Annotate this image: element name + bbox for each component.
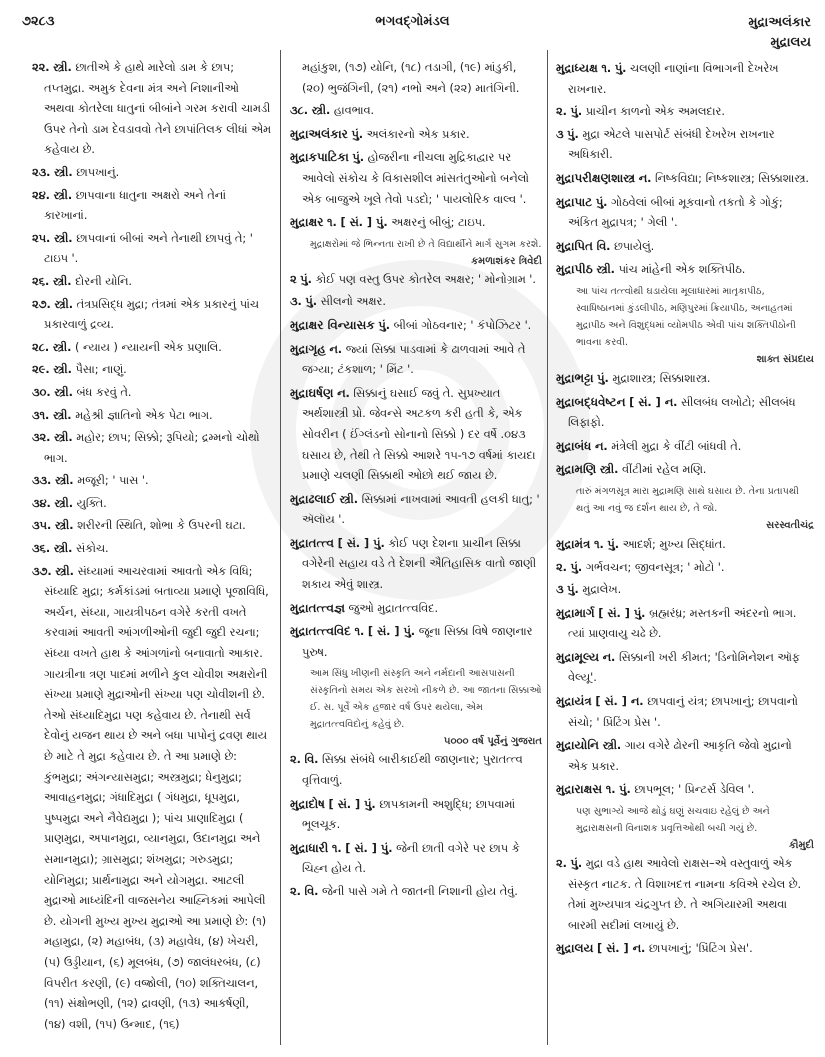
grammar-label: સ્ત્રી. xyxy=(54,519,74,533)
definition-text: મુદ્રાશાસ્ત્ર; સિક્કાશાસ્ત્ર. xyxy=(612,371,711,385)
grammar-label: [ સં. ] પું. xyxy=(367,625,416,639)
grammar-label: ન. xyxy=(329,342,343,356)
sense-number: ૨૫. xyxy=(32,231,51,245)
dictionary-entry xyxy=(556,779,814,801)
definition-text: ગાય વગેરે ઢોરની આકૃતિ જેવો મુદ્રાનો એક પ્રકાર. xyxy=(568,739,792,773)
sense-number: ૩ xyxy=(556,127,564,141)
headword: મુદ્રાપીઠ xyxy=(556,262,593,277)
sense-number: ૧. xyxy=(354,625,365,639)
definition-text: છાપભૂલ; ' પ્રિન્ટર્સ ડેવિલ '. xyxy=(634,783,755,797)
usage-quotation xyxy=(290,236,542,270)
definition-text: છપાયેલું. xyxy=(614,239,655,253)
headword: મુદ્રાયોનિ xyxy=(556,738,599,753)
usage-quotation xyxy=(290,665,542,750)
dictionary-entry xyxy=(556,603,814,645)
dictionary-entry xyxy=(556,168,814,190)
grammar-label: વિ. xyxy=(596,239,611,253)
grammar-label: [ સં. ] પું. xyxy=(328,797,376,811)
grammar-label: પું. xyxy=(570,857,583,871)
sense-number: ૨૬. xyxy=(32,274,50,288)
headword: મુદ્રાક્ષર xyxy=(290,215,324,230)
grammar-label: સ્ત્રી. xyxy=(54,474,74,488)
definition-text: ગોઠવેલાં બીબાં મૂકવાનો તકતો કે ગોકું; અંકિત મુદ્રાપત્ર; ' ગેલી '. xyxy=(568,195,783,230)
dictionary-entry xyxy=(556,192,814,234)
definition-text: જેની છાતી વગેરે પર છાપ કે ચિહ્ન હોય તે. xyxy=(302,841,520,876)
grammar-label: પું. xyxy=(352,151,365,165)
headword: મુદ્રાતત્ત્વજ્ઞ xyxy=(290,600,345,615)
grammar-label: સ્ત્રી. xyxy=(54,496,74,510)
sense-entry xyxy=(32,186,272,227)
definition-text: મંત્રેલી મુદ્રા કે વીંટી બાંધવી તે. xyxy=(611,439,742,453)
sense-number: ૩૧. xyxy=(32,408,50,422)
sense-number: ૩૦. xyxy=(32,385,51,399)
sense-number: ૩. xyxy=(290,295,302,309)
grammar-label: પું. xyxy=(351,127,364,141)
headword: મુદ્રાપાટ xyxy=(556,194,593,209)
usage-quotation xyxy=(556,803,814,854)
sense-number: ૩૮. xyxy=(290,104,309,118)
page-header xyxy=(0,0,825,55)
dictionary-entry xyxy=(290,533,542,596)
headword: મુદ્રાધારી xyxy=(290,840,329,855)
sense-entry xyxy=(32,295,272,336)
grammar-label: [ સં. ] પું. xyxy=(598,606,646,620)
grammar-label: [ સં. ] ન. xyxy=(597,942,646,956)
dictionary-entry xyxy=(556,436,814,458)
definition-text: મુદ્રા વડે હાથ આવેલો રાક્ષસ–એ વસ્તુવાળું એક સંસ્કૃત નાટક. તે વિશાખદત્ત નામના કવિએ રચેલ છે. તેમાં મુખ્યપાત્ર ચંદ્રગુપ્ત છે. તે અગિયારમી અથવા બારમી સદીમાં લખાયું છે. xyxy=(568,857,802,932)
column-divider xyxy=(547,50,548,1045)
sense-number: ૨૮. xyxy=(32,340,50,354)
quotation-text: પણ સુભાગ્યે આજે થોડું ઘણું સચવાઇ રહેલું છે અને મુદ્રારાક્ષસની વિનાશક પ્રવૃત્તિઓથી બચી ગયું છે. xyxy=(576,806,770,835)
sense-number: ૨. xyxy=(290,753,301,767)
quotation-source: કૌમુદી xyxy=(788,840,814,852)
headword: મુદ્રામંત્ર xyxy=(556,536,591,551)
definition-text: બંધ કરવું તે. xyxy=(76,385,132,399)
definition-text: બીબાં ગોઠવનાર; ' કંપોઝિટર '. xyxy=(393,318,532,332)
grammar-label: પું. xyxy=(570,560,583,574)
grammar-label: પું. xyxy=(619,783,631,797)
definition-text: સંધ્યામાં આચરવામાં આવતો એક વિધિ; સંધ્યાદિ મુદ્રા; કર્મકાંડમાં બતાવ્યા પ્રમાણે પૂજાવિધિ, અર્ચન, સંધ્યા, ગાયત્રીપઠન વગેરે કરતી વખતે કરવામાં આવતી આંગળીઓની જુદી જુદી રચના; સંધ્યા વખતે હાથ કે આંગળાંનો બનાવાતો આકાર. ગાયત્રીના ત્રણ પાદમાં મળીને કુલ ચોવીશ અક્ષરોની સંખ્યા પ્રમાણે મુદ્રાઓની સંખ્યા પણ ચોવીશની છે. તેઓ સંધ્યાદિમુદ્રા પણ કહેવાય છે. તેનાથી સર્વ દેવોનું યજન થાય છે અને બધા પાપોનું દ્રવણ થાય છે માટે તે મુદ્રા કહેવાય છે. તે આ પ્રમાણે છે: કુંભમુદ્રા; અંગન્યાસમુદ્રા; અસ્ત્રમુદ્રા; ધેનુમુદ્રા; આવાહનમુદ્રા; ગંધાદિમુદ્રા ( ગંધમુદ્રા, ધૂપમુદ્રા, પુષ્પમુદ્રા અને નૈવેદ્યમુદ્રા ); પાંચ પ્રાણાદિમુદ્રા ( પ્રાણમુદ્રા, અપાનમુદ્રા, વ્યાનમુદ્રા, ઉદાનમુદ્રા અને સમાનમુદ્રા); ગ્રાસમુદ્રા; શંખમુદ્રા; ગરુડમુદ્રા; યોનિમુદ્રા; પ્રાર્થનામુદ્રા અને યોગમુદ્રા. આટલી મુદ્રાઓ માધ્યંદિની વાજસનેય આહ્નિકમાં આપેલી છે. યોગની મુખ્ય મુખ્ય મુદ્રાઓ આ પ્રમાણે છે: (૧) મહામુદ્રા, (૨) મહાબંધ, (૩) મહાવેધ, (૪) ખેચરી, (૫) ઉડ્ડીયાન, (૬) મૂલબંધ, (૭) જાલંધરબંધ, (૮) વિપરીત કરણી, (૯) વજ્રોલી, (૧૦) શક્તિચાલન, (૧૧) સંક્ષોભણી, (૧૨) દ્રાવણી, (૧૩) આકર્ષણી, (૧૪) વશી, (૧૫) ઉન્માદ, (૧૬) xyxy=(44,564,269,1031)
grammar-label: સ્ત્રી. xyxy=(53,542,73,556)
sense-number: ૨. xyxy=(556,105,567,119)
quotation-text: આમ સિંધુ ખીણની સંસ્કૃતિ અને નર્મદાની આસપાસની સંસ્કૃતિનો સમય એક સરખો નીકળે છે. આ જાતના સિક્કાઓ ઈ. સ. પૂર્વે એક હજાર વર્ષ ઉપર થયેલા, એમ મુદ્રાતત્ત્વવિદોનું કહેવું છે. xyxy=(310,668,542,731)
definition-text: સિક્કામાં નાખવામાં આવતી હલકી ધાતુ; ' ઍલૉય '. xyxy=(302,492,540,527)
definition-text: છાપખાનું; 'પ્રિંટિંગ પ્રેસ'. xyxy=(648,942,753,956)
definition-text: પ્રાચીન કાળનો એક અમલદાર. xyxy=(585,105,725,119)
page-number: ૭૨૮૩ xyxy=(22,14,55,29)
sense-number: ૩૩. xyxy=(32,474,52,488)
grammar-label: ન. xyxy=(594,439,608,453)
grammar-label: સ્ત્રી. xyxy=(602,739,622,753)
headword: મુદ્રાપિત xyxy=(556,238,593,253)
definition-text: હાવભાવ. xyxy=(333,104,375,118)
definition-text: કોઈ પણ વસ્તુ ઉપર કોતરેલ અક્ષર; ' મોનોગ્રામ '. xyxy=(315,272,536,286)
column-1 xyxy=(32,58,272,1037)
sense-entry xyxy=(32,539,272,560)
dictionary-entry xyxy=(556,58,814,100)
sense-entry xyxy=(32,516,272,537)
headword: મુદ્રાક્ષર વિન્યાસક xyxy=(290,317,375,332)
definition-text: મહોર; છાપ; સિક્કો; રૂપિયો; દ્રમ્મનો ચોથો ભાગ. xyxy=(44,431,260,465)
definition-text: પૈસા; નાણું. xyxy=(75,363,127,377)
definition-text: મહાંકુશ, (૧૭) યોનિ, (૧૮) તડાગી, (૧૯) માંડુકી, (૨૦) ભુજંગિની, (૨૧) નભો અને (૨૨) માતંગિની. xyxy=(302,61,520,95)
grammar-label: [ સં. ] પું. xyxy=(345,841,393,855)
definition-text: જૂના સિક્કા વિષે જાણનાર પુરુષ. xyxy=(302,625,533,659)
guide-words xyxy=(748,13,811,53)
grammar-label: સ્ત્રી. xyxy=(53,61,72,74)
headword: મુદ્રાદોષ xyxy=(290,796,325,811)
headword: મુદ્રારાક્ષસ xyxy=(556,782,603,797)
headword: મુદ્રાધ્યક્ષ xyxy=(556,61,598,75)
dictionary-entry xyxy=(290,339,542,381)
definition-text: વીંટીમાં રહેલ મણિ. xyxy=(622,463,707,477)
grammar-label: વિ. xyxy=(304,885,319,898)
dictionary-entry xyxy=(556,368,814,390)
book-title: ભગવદ્ગોમંડલ xyxy=(375,14,450,29)
definition-text: સિક્કા સંબંધે બારીકાઈથી જાણનાર; પુરાતત્ત્વ વૃત્તિવાળું. xyxy=(302,753,523,788)
dictionary-entry xyxy=(556,259,814,281)
sense-entry xyxy=(32,383,272,404)
sense-number: ૨ xyxy=(290,272,297,286)
quotation-source: કમળાશંકર ત્રિવેદી xyxy=(471,255,542,267)
grammar-label: પું. xyxy=(300,272,312,286)
dictionary-entry xyxy=(556,735,814,777)
headword: મુદ્રામાર્ગ xyxy=(556,605,595,620)
sense-number: ૨. xyxy=(290,885,301,898)
headword: મુદ્રાઘર્ષણ xyxy=(290,385,334,400)
dictionary-entry xyxy=(556,938,814,960)
column-divider xyxy=(280,50,281,1045)
sense-number: ૨૪. xyxy=(32,188,50,202)
column-2 xyxy=(290,58,542,905)
dictionary-entry xyxy=(290,124,542,146)
grammar-label: સ્ત્રી. xyxy=(52,340,72,354)
quotation-source: શાક્ત સંપ્રદાય xyxy=(756,353,814,365)
sense-number: ૨૯. xyxy=(32,363,50,377)
dictionary-entry xyxy=(556,459,814,481)
sense-number: ૩૪. xyxy=(32,496,51,510)
grammar-label: પું. xyxy=(597,371,609,385)
headword: મુદ્રાપરીક્ષણશાસ્ત્ર xyxy=(556,170,636,185)
dictionary-entry xyxy=(290,315,542,337)
headword: મુદ્રામણિ xyxy=(556,462,597,477)
headword: મુદ્રાલય xyxy=(556,941,594,956)
headword: મુદ્રાકપાટિકા xyxy=(290,150,349,165)
sense-number: ૨૩. xyxy=(32,165,51,179)
sense-entry xyxy=(556,125,814,166)
definition-text: સંકોચ. xyxy=(76,542,109,556)
grammar-label: પું. xyxy=(570,105,583,119)
sense-entry xyxy=(556,102,814,123)
quotation-text: તારું મંગળસૂત્ર મારા મુદ્રામણિ સાથે ઘસાય છે. તેના પ્રતાપથી થતું આ નવું જ દર્શન થાય છે, તે જો. xyxy=(576,485,799,514)
sense-entry xyxy=(290,882,542,903)
dictionary-entry xyxy=(290,838,542,880)
headword: મુદ્રાતત્ત્વ xyxy=(290,535,334,550)
sense-entry xyxy=(32,163,272,184)
grammar-label: પું. xyxy=(595,195,608,209)
sense-number: ૧. xyxy=(605,783,616,797)
sense-number: ૨. xyxy=(556,560,567,574)
dictionary-entry xyxy=(556,392,814,434)
definition-text: અલંકારનો એક પ્રકાર. xyxy=(366,127,470,141)
headword: મુદ્રાતત્ત્વવિદ xyxy=(290,624,351,639)
sense-number: ૨. xyxy=(556,857,567,871)
entry-continuation xyxy=(290,58,542,99)
grammar-label: સ્ત્રી. xyxy=(53,363,72,377)
definition-text: જુઓ મુદ્રાતત્ત્વવિદ. xyxy=(348,601,439,615)
dictionary-entry xyxy=(290,383,542,487)
sense-entry xyxy=(556,854,814,936)
grammar-label: સ્ત્રી. xyxy=(311,104,331,118)
grammar-label: ન. xyxy=(602,650,616,664)
sense-entry xyxy=(32,272,272,293)
sense-entry xyxy=(32,338,272,359)
definition-text: છાતીએ કે હાથે મારેલો ડામ કે છાપ; તપ્તમુદ્રા. અમુક દેવના મંત્ર અને નિશાનીઓ અથવા કોતરેલા ધાતુનાં બીબાંને ગરમ કરાવી ચામડી ઉપર તેનો ડામ દેવડાવવો તેને છાપાંતિલક લીધાં એમ કહેવાય છે. xyxy=(44,61,272,157)
sense-entry xyxy=(32,494,272,515)
grammar-label: સ્ત્રી. xyxy=(52,408,72,422)
headword: મુદ્રાયંત્ર xyxy=(556,694,592,709)
definition-text: છાપકામની અશુદ્ધિ; છાપવામાં ભૂલચૂક. xyxy=(302,797,516,832)
quotation-source: ૫૦૦૦ વર્ષ પૂર્વેનું ગુજરાત xyxy=(443,736,542,748)
column-3 xyxy=(556,58,814,962)
definition-text: છાપવાનું યંત્ર; છાપખાનું; છાપવાનો સંચો; ' પ્રિંટિંગ પ્રેસ '. xyxy=(568,695,799,729)
sense-entry xyxy=(32,229,272,270)
grammar-label: વિ. xyxy=(304,753,319,767)
definition-text: બ્રહ્મરંધ્ર; મસ્તકની અંદરનો ભાગ. ત્યાં પ્રાણવાયુ ચઢે છે. xyxy=(568,606,797,641)
sense-entry xyxy=(290,292,542,313)
usage-quotation xyxy=(556,283,814,368)
headword: મુદ્રાભટ્ટા xyxy=(556,370,594,385)
headword: મુદ્રાગૃહ xyxy=(290,341,326,356)
sense-number: ૧. xyxy=(593,537,604,551)
definition-text: તંત્રપ્રસિદ્ધ મુદ્રા; તંત્રમાં એક પ્રકારનું પાંચ પ્રકારવાળું દ્રવ્ય. xyxy=(44,297,259,332)
sense-number: ૩૫. xyxy=(32,519,52,533)
sense-entry xyxy=(32,58,272,161)
grammar-label: સ્ત્રી. xyxy=(54,431,73,445)
grammar-label: [ સં. ] ન. xyxy=(629,395,678,409)
sense-number: ૧. xyxy=(331,841,342,855)
headword: મુદ્રાઢલાઈ xyxy=(290,491,336,506)
grammar-label: સ્ત્રી. xyxy=(339,492,358,506)
sense-entry xyxy=(290,270,542,291)
definition-text: મુદ્રાલેખ. xyxy=(582,583,622,597)
grammar-label: પું. xyxy=(305,295,318,309)
definition-text: શરીરની સ્થિતિ, શોભા કે ઉપરની ઘટા. xyxy=(77,519,246,533)
definition-text: જ્યાં સિક્કા પાડવામાં કે ઢાળવામાં આવે તે જગ્યા; ટંકશાળ; ' મિંટ '. xyxy=(302,342,526,377)
guide-word-last: મુદ્રાલય xyxy=(770,35,811,50)
definition-text: હોજરીના નીચલા મુદ્રિકાદ્વાર પર આવેલો સંકોચ કે વિકાસશીલ માંસતંતુઓનો બનેલો એક બાજુએ ખૂલે તેવો પડદો; ' પાયલોરિક વાલ્વ '. xyxy=(302,151,529,206)
definition-text: છાપવાના ધાતુના અક્ષરો અને તેનાં કારખાનાં. xyxy=(44,188,226,223)
dictionary-entry xyxy=(556,691,814,733)
dictionary-entry xyxy=(556,236,814,258)
definition-text: નિષ્કવિદ્યા; નિષ્કશાસ્ત્ર; સિક્કાશાસ્ત્ર. xyxy=(655,171,809,185)
sense-entry xyxy=(32,562,272,1036)
sense-number: ૩૨. xyxy=(32,431,51,445)
grammar-label: સ્ત્રી. xyxy=(599,463,619,477)
dictionary-entry xyxy=(556,534,814,556)
usage-quotation xyxy=(556,483,814,534)
definition-text: ચલણી નાણાંના વિભાગની દેખરેખ રાખનાર. xyxy=(568,62,779,96)
grammar-label: સ્ત્રી. xyxy=(53,188,73,202)
sense-entry xyxy=(556,558,814,579)
definition-text: મુદ્રા એટલે પાસપોર્ટ સંબંધી દેખરેખ રાખનાર અધિકારી. xyxy=(568,127,775,162)
dictionary-entry xyxy=(290,147,542,210)
sense-number: ૨૭. xyxy=(32,297,51,311)
sense-entry xyxy=(32,428,272,469)
grammar-label: [ સં. ] ન. xyxy=(595,695,644,709)
definition-text: છાપવાનાં બીબાં અને તેનાથી છાપવું તે; ' ટાઇપ '. xyxy=(44,231,253,266)
grammar-label: સ્ત્રી. xyxy=(55,564,74,578)
sense-entry xyxy=(32,471,272,492)
guide-word-first: મુદ્રાઅલંકાર xyxy=(748,15,811,30)
definition-text: અક્ષરનું બીબું; ટાઇપ. xyxy=(391,216,486,230)
definition-text: મહેશ્રી જ્ઞાતિનો એક પેટા ભાગ. xyxy=(75,408,213,422)
definition-text: કોઈ પણ દેશના પ્રાચીન સિક્કા વગેરેની સહાય વડે તે દેશની ઐતિહાસિક વાતો જાણી શકાય એવું શાસ્ત્ર. xyxy=(302,536,537,592)
grammar-label: [ સં. ] પું. xyxy=(340,216,388,230)
grammar-label: સ્ત્રી. xyxy=(52,274,72,288)
sense-entry xyxy=(32,360,272,381)
grammar-label: સ્ત્રી. xyxy=(596,263,615,277)
definition-text: જેની પાસે ગમે તે જાતની નિશાની હોય તેવું. xyxy=(322,885,518,898)
quotation-text: મુદ્રાક્ષરોમાં જે ભિન્નતા રાખી છે તે વિદ્યાર્થીને માર્ગ સુગમ કરશે. xyxy=(310,238,542,250)
grammar-label: પું. xyxy=(567,127,579,141)
dictionary-entry xyxy=(290,621,542,663)
definition-text: આદર્શ; મુખ્ય સિદ્ધાંત. xyxy=(622,537,726,551)
grammar-label: સ્ત્રી. xyxy=(54,165,73,179)
definition-text: સિક્કાનું ઘસાઈ જવું તે. સુપ્રખ્યાત અર્થશાસ્ત્રી પ્રો. જેવન્સે અટકળ કરી હતી કે, એક સોવરીન ( ઈંગ્લંડનો સોનાનો સિક્કો ) દર વર્ષે .૦૪૩ ઘસાય છે, તેથી તે સિક્કો આશરે ૧૫-૧૭ વર્ષમાં કાયદા પ્રમાણે ચલણી સિક્કાથી ઓછો થઈ જાય છે. xyxy=(302,386,536,483)
sense-entry xyxy=(32,406,272,427)
quotation-text: આ પાંચ તત્ત્વોથી ઘડાયેલા મૂલાધારમાં માતૃકાપીઠ, સ્વાધિષ્ઠાનમાં કુંડલીપીઠ, મણિપુરમાં ક્રિયાપીઠ, અનાહતમાં મુદ્રાપીઠ અને વિશુદ્ધમાં વ્યોમપીઠ એવી પાંચ શક્તિપીઠોની ભાવના કરવી. xyxy=(576,285,796,348)
definition-text: પાંચ માંહેની એક શક્તિપીઠ. xyxy=(618,263,746,277)
definition-text: સિક્કાની ખરી કીમત; 'ડિનોમિનેશન ઑફ વેલ્યૂ'. xyxy=(568,650,800,685)
sense-entry xyxy=(556,580,814,601)
dictionary-entry xyxy=(556,647,814,689)
sense-number: ૧. xyxy=(327,216,337,230)
definition-text: ( ન્યાય ) ન્યાયની એક પ્રણાલિ. xyxy=(74,340,222,354)
grammar-label: ન. xyxy=(638,171,652,185)
headword: મુદ્રામૂલ્ય xyxy=(556,649,600,664)
dictionary-entry xyxy=(290,794,542,836)
definition-text: ગર્ભવચન; જીવનસૂત્ર; ' મોટો '. xyxy=(585,560,725,574)
definition-text: મજૂરી; ' પાસ '. xyxy=(77,474,149,488)
grammar-label: ન. xyxy=(337,386,350,400)
quotation-source: સરસ્વતીચંદ્ર xyxy=(766,519,814,531)
headword: મુદ્રાઅલંકાર xyxy=(290,126,348,141)
dictionary-entry xyxy=(290,212,542,234)
definition-text: છાપખાનું. xyxy=(76,165,120,179)
headword: મુદ્રાબદ્ધવેષ્ટન xyxy=(556,394,626,409)
sense-entry xyxy=(290,101,542,122)
dictionary-entry xyxy=(290,598,542,620)
grammar-label: પું. xyxy=(378,318,390,332)
grammar-label: પું. xyxy=(614,62,627,75)
sense-entry xyxy=(290,750,542,791)
dictionary-entry xyxy=(290,489,542,531)
headword: મુદ્રાબંધ xyxy=(556,438,592,453)
grammar-label: સ્ત્રી. xyxy=(54,297,74,311)
grammar-label: સ્ત્રી. xyxy=(54,385,73,399)
sense-number: ૩૬. xyxy=(32,542,51,556)
sense-number: ૩૭. xyxy=(32,564,52,578)
grammar-label: પું. xyxy=(607,537,619,551)
grammar-label: પું. xyxy=(567,583,579,597)
definition-text: સીલબંધ લખોટો; સીલબંધ લિફાફો. xyxy=(568,395,796,430)
grammar-label: સ્ત્રી. xyxy=(53,231,73,245)
definition-text: યુક્તિ. xyxy=(76,496,107,510)
sense-number: ૨૨. xyxy=(32,61,50,74)
sense-number: ૧. xyxy=(601,62,612,75)
grammar-label: [ સં. ] પું. xyxy=(337,536,385,550)
definition-text: દોરની યોનિ. xyxy=(75,274,132,288)
definition-text: સીલનો અક્ષર. xyxy=(320,295,386,309)
sense-number: ૩ xyxy=(556,583,564,597)
